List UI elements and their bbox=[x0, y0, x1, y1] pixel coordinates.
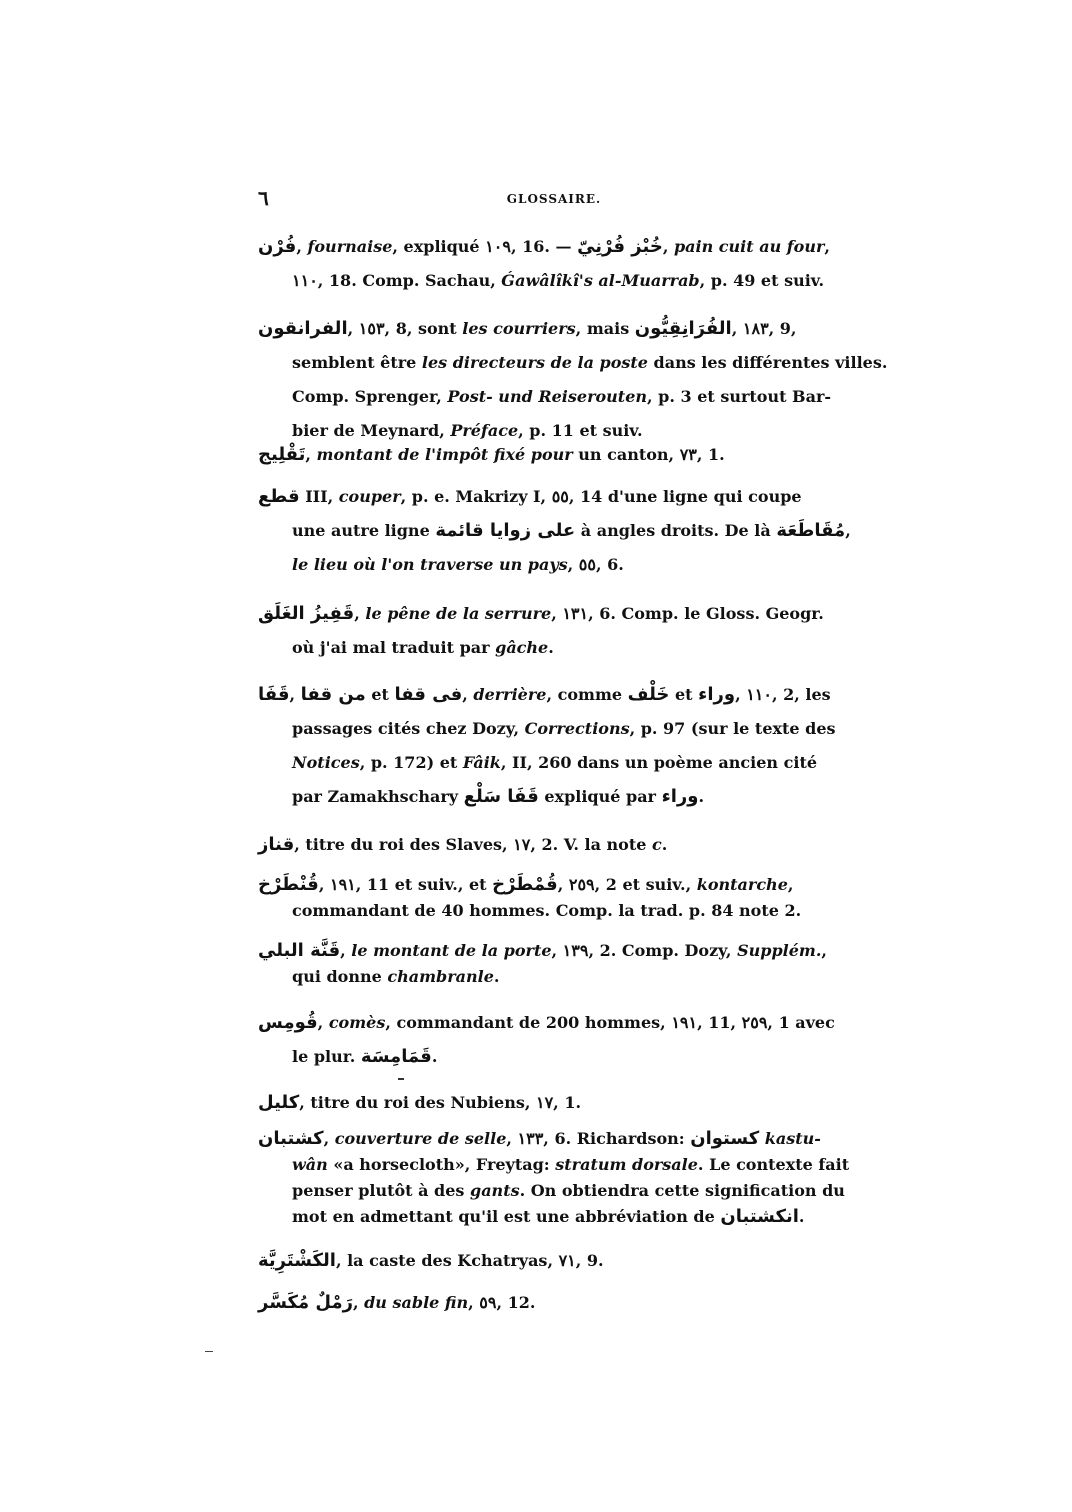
entry-headline bbox=[258, 1086, 850, 1120]
entry-continuation bbox=[258, 964, 850, 990]
entry-headline bbox=[258, 1286, 850, 1320]
entry-continuation bbox=[258, 898, 850, 924]
italic-gloss: fournaise bbox=[307, 237, 393, 256]
gloss-text: , p. 172) et bbox=[359, 753, 463, 772]
gloss-text: , expliqué ١٠٩, 16. — bbox=[392, 237, 578, 256]
gloss-text: . bbox=[798, 1207, 805, 1226]
gloss-text: , titre du roi des Nubiens, ١٧, 1. bbox=[299, 1093, 582, 1112]
gloss-text: , ١٥٣, 8, sont bbox=[347, 319, 463, 338]
glossary-entry bbox=[258, 1006, 850, 1074]
gloss-text: , ٥٩, 12. bbox=[468, 1293, 536, 1312]
glossary-entry bbox=[258, 938, 850, 990]
entry-continuation bbox=[258, 548, 850, 582]
arabic-term: وراء bbox=[661, 786, 699, 807]
italic-gloss: Ǵawâlîkî's al-Muarrab bbox=[501, 271, 700, 290]
entry-continuation bbox=[258, 380, 850, 414]
gloss-text: , la caste des Kchatryas, ٧١, 9. bbox=[335, 1251, 604, 1270]
gloss-text: et bbox=[669, 685, 699, 704]
gloss-text: , mais bbox=[575, 319, 635, 338]
gloss-text: . bbox=[661, 835, 668, 854]
italic-gloss: comès bbox=[328, 1013, 386, 1032]
entry-continuation bbox=[258, 631, 850, 665]
arabic-term: الكَشْتَرِيَّة bbox=[258, 1250, 336, 1271]
arabic-term: قَفِيزُ الغَلَق bbox=[258, 603, 355, 624]
gloss-text: , bbox=[305, 445, 317, 464]
gloss-text: , II, 260 dans un poème ancien cité bbox=[500, 753, 818, 772]
arabic-term: انكشتبان bbox=[720, 1206, 799, 1227]
glossary-entry bbox=[258, 312, 888, 448]
gloss-text: , ١١٠, 2, les bbox=[735, 685, 831, 704]
entry-headline bbox=[258, 480, 850, 514]
entry-continuation bbox=[258, 1178, 850, 1204]
glossary-entry bbox=[258, 1286, 850, 1320]
gloss-text: à angles droits. De là bbox=[575, 521, 777, 540]
gloss-text: , ١٨٣, 9, bbox=[731, 319, 797, 338]
arabic-term: قَفَا سَلْع bbox=[463, 786, 539, 807]
gloss-text: expliqué par bbox=[538, 787, 662, 806]
italic-gloss: du sable fin bbox=[364, 1293, 469, 1312]
glossary-entry bbox=[258, 872, 850, 924]
arabic-term: مُقَاطَعَة bbox=[776, 520, 846, 541]
italic-gloss: Préface bbox=[450, 421, 519, 440]
arabic-term: رَمْلٌ مُكَسَّر bbox=[258, 1292, 353, 1313]
gloss-text: . Le contexte fait bbox=[697, 1155, 850, 1174]
gloss-text: , bbox=[289, 685, 301, 704]
gloss-text: Comp. Sprenger, bbox=[292, 387, 448, 406]
italic-gloss: Fâik bbox=[462, 753, 501, 772]
italic-gloss: Post- und Reiserouten bbox=[447, 387, 648, 406]
entry-headline bbox=[258, 1126, 850, 1152]
italic-gloss: le montant de la porte bbox=[351, 941, 552, 960]
entry-continuation bbox=[258, 1040, 850, 1074]
gloss-text: un canton, ٧٣, 1. bbox=[572, 445, 725, 464]
gloss-text: , p. 3 et surtout Bar- bbox=[647, 387, 832, 406]
entry-continuation bbox=[258, 712, 850, 746]
italic-gloss: couper bbox=[338, 487, 401, 506]
glossary-entry bbox=[258, 1244, 850, 1278]
gloss-text: , comme bbox=[546, 685, 628, 704]
arabic-term: من قفا bbox=[300, 684, 366, 705]
gloss-text: III, bbox=[299, 487, 339, 506]
glossary-entry bbox=[258, 480, 850, 582]
arabic-term: خُبْز فُرْنِيّ bbox=[577, 236, 663, 257]
gloss-text: , p. 97 (sur le texte des bbox=[629, 719, 836, 738]
entry-continuation bbox=[258, 746, 850, 780]
arabic-term: تَقْلِيج bbox=[258, 444, 306, 465]
gloss-text: , ١٣١, 6. Comp. le Gloss. Geogr. bbox=[551, 604, 824, 623]
italic-gloss: Supplém. bbox=[737, 941, 822, 960]
margin-mark bbox=[205, 1351, 213, 1352]
gloss-text: passages cités chez Dozy, bbox=[292, 719, 525, 738]
entry-headline bbox=[258, 438, 850, 472]
gloss-text: où j'ai mal traduit par bbox=[292, 638, 496, 657]
gloss-text: ١١٠, 18. Comp. Sachau, bbox=[292, 271, 502, 290]
page-header bbox=[258, 186, 850, 216]
entry-headline bbox=[258, 597, 850, 631]
print-mark bbox=[398, 1078, 404, 1080]
gloss-text: , p. 11 et suiv. bbox=[518, 421, 643, 440]
page-number: ٦ bbox=[258, 186, 269, 210]
entry-continuation bbox=[258, 346, 888, 380]
italic-gloss: gâche bbox=[495, 638, 549, 657]
entry-headline bbox=[258, 872, 850, 898]
gloss-text: semblent être bbox=[292, 353, 422, 372]
arabic-term: قَفَا bbox=[258, 684, 290, 705]
gloss-text: . On obtiendra cette signification du bbox=[519, 1181, 845, 1200]
glossary-entry bbox=[258, 1126, 850, 1230]
gloss-text: , ٥٥, 6. bbox=[567, 555, 624, 574]
italic-gloss: les courriers bbox=[462, 319, 576, 338]
gloss-text: . bbox=[493, 967, 500, 986]
gloss-text: , bbox=[821, 941, 827, 960]
gloss-text: , commandant de 200 hommes, ١٩١, 11, ٢٥٩, 1 avec bbox=[385, 1013, 835, 1032]
gloss-text: dans les différentes villes. bbox=[647, 353, 888, 372]
glossary-entry bbox=[258, 230, 850, 298]
gloss-text: , bbox=[317, 1013, 329, 1032]
italic-gloss: Notices bbox=[292, 753, 360, 772]
gloss-text: mot en admettant qu'il est une abbréviation de bbox=[292, 1207, 721, 1226]
gloss-text: , p. 49 et suiv. bbox=[699, 271, 825, 290]
glossary-entry bbox=[258, 678, 850, 814]
gloss-text: bier de Meynard, bbox=[292, 421, 451, 440]
gloss-text: , bbox=[787, 875, 794, 894]
gloss-text: , titre du roi des Slaves, ١٧, 2. V. la note bbox=[294, 835, 652, 854]
arabic-term: قناز bbox=[258, 834, 295, 855]
arabic-term: وراء bbox=[698, 684, 736, 705]
italic-gloss: pain cuit au four bbox=[673, 237, 825, 256]
arabic-term: كليل bbox=[258, 1092, 300, 1113]
glossary-entry bbox=[258, 597, 850, 665]
entry-headline bbox=[258, 938, 850, 964]
entry-continuation bbox=[258, 264, 850, 298]
gloss-text: , ١٣٣, 6. Richardson: bbox=[506, 1129, 691, 1148]
arabic-term: كشتبان bbox=[258, 1128, 324, 1149]
gloss-text: penser plutôt à des bbox=[292, 1181, 470, 1200]
arabic-term: كستوان bbox=[690, 1128, 760, 1149]
entry-headline bbox=[258, 1006, 850, 1040]
entry-headline bbox=[258, 828, 850, 862]
entry-headline bbox=[258, 678, 850, 712]
gloss-text: . bbox=[548, 638, 554, 657]
italic-gloss: montant de l'impôt fixé pour bbox=[316, 445, 573, 464]
arabic-term: قَمَامِسَة bbox=[360, 1046, 432, 1067]
gloss-text: , bbox=[352, 1293, 365, 1312]
entry-continuation bbox=[258, 514, 850, 548]
italic-gloss: stratum dorsale bbox=[555, 1155, 698, 1174]
arabic-term: الفُرَانِقِيُّون bbox=[634, 318, 732, 339]
gloss-text: une autre ligne bbox=[292, 521, 436, 540]
gloss-text: , bbox=[354, 604, 366, 623]
arabic-term: الفرانقون bbox=[258, 318, 348, 339]
glossary-entry bbox=[258, 828, 850, 862]
italic-gloss: gants bbox=[470, 1181, 520, 1200]
arabic-term: قَنَّة البلي bbox=[258, 940, 341, 961]
arabic-term: فى قفا bbox=[394, 684, 463, 705]
arabic-term: خَلْف bbox=[627, 684, 670, 705]
entry-headline bbox=[258, 230, 850, 264]
italic-gloss: couverture de selle bbox=[334, 1129, 507, 1148]
gloss-text: le plur. bbox=[292, 1047, 361, 1066]
gloss-text: «a horsecloth», Freytag: bbox=[327, 1155, 556, 1174]
arabic-term: على زوايا قائمة bbox=[435, 520, 576, 541]
entry-headline bbox=[258, 1244, 850, 1278]
arabic-term: فُرْن bbox=[258, 236, 297, 257]
glossary-entry bbox=[258, 438, 850, 472]
italic-gloss: wân bbox=[292, 1155, 328, 1174]
entry-headline bbox=[258, 312, 850, 346]
gloss-text: , ١٣٩, 2. Comp. Dozy, bbox=[551, 941, 738, 960]
gloss-text: , bbox=[296, 237, 308, 256]
italic-gloss: kastu- bbox=[764, 1129, 821, 1148]
gloss-text: , bbox=[662, 237, 674, 256]
gloss-text: qui donne bbox=[292, 967, 388, 986]
arabic-term: قُمْطَرْخ bbox=[492, 874, 558, 895]
italic-gloss: le lieu où l'on traverse un pays bbox=[292, 555, 568, 574]
gloss-text: , bbox=[340, 941, 352, 960]
gloss-text: , ٢٥٩, 2 et suiv., bbox=[557, 875, 697, 894]
italic-gloss: chambranle bbox=[387, 967, 494, 986]
arabic-term: قُومِس bbox=[258, 1012, 318, 1033]
glossary-entry bbox=[258, 1086, 850, 1120]
gloss-text: et bbox=[365, 685, 395, 704]
italic-gloss: derrière bbox=[473, 685, 547, 704]
arabic-term: قُنْطَرْخ bbox=[258, 874, 319, 895]
italic-gloss: kontarche bbox=[696, 875, 788, 894]
italic-gloss: Corrections bbox=[524, 719, 630, 738]
gloss-text: , p. e. Makrizy I, ٥٥, 14 d'une ligne qui coupe bbox=[400, 487, 802, 506]
arabic-term: قطع bbox=[258, 486, 300, 507]
gloss-text: , bbox=[462, 685, 474, 704]
entry-continuation bbox=[258, 1152, 850, 1178]
gloss-text: par Zamakhschary bbox=[292, 787, 464, 806]
entry-continuation bbox=[258, 1204, 850, 1230]
italic-gloss: les directeurs de la poste bbox=[421, 353, 648, 372]
gloss-text: , ١٩١, 11 et suiv., et bbox=[318, 875, 493, 894]
running-title: GLOSSAIRE. bbox=[506, 192, 602, 206]
gloss-text: , bbox=[824, 237, 830, 256]
entry-continuation bbox=[258, 780, 850, 814]
gloss-text: commandant de 40 hommes. Comp. la trad. p. 84 note 2. bbox=[292, 901, 802, 920]
gloss-text: , bbox=[845, 521, 851, 540]
italic-gloss: c bbox=[651, 835, 662, 854]
gloss-text: , bbox=[323, 1129, 335, 1148]
italic-gloss: le pêne de la serrure bbox=[365, 604, 552, 623]
gloss-text: . bbox=[431, 1047, 438, 1066]
gloss-text: . bbox=[698, 787, 705, 806]
